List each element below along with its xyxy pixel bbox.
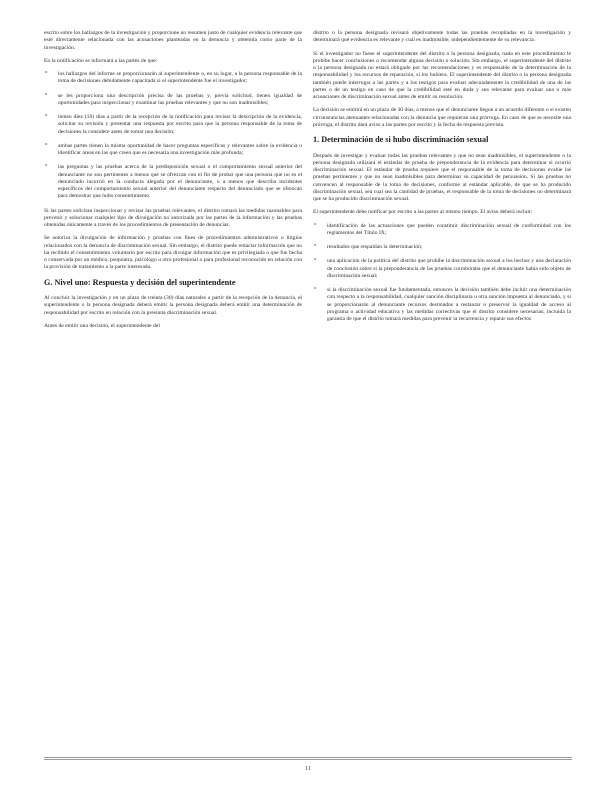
paragraph: Si el investigador no fuese el superintendente del distrito o la persona designada, nada en este procedimiento le prohíbe hacer conclusiones o recomendar alguna decisión o solución. Sin embargo, el superintendente del distrito o la persona designada no estará obligado por las recomendaciones y es responsable de la determinación de la responsabilidad y los recursos de reparación, si los hubiera. El superintendente del distrito o la persona designada también puede interrogar a las partes y a los testigos para evaluar adecuadamente la credibilidad de una de las partes o de un testigo en caso de que la credibilidad esté en duda y sea relevante para evaluar una o más acusaciones de discriminación sexual antes de emitir su resolución.	[313, 50, 571, 100]
paragraph: En la notificación se informará a las partes de que:	[44, 57, 158, 64]
page-number: 11	[305, 766, 311, 772]
paragraph: La decisión se emitirá en un plazo de 30 días, a menos que el denunciante llegue a un acuerdo diferente o si existen circunstancias atenuantes relacionadas con la denuncia que requieran una prórroga. En caso de que se necesite una prórroga, el distrito dará aviso a las partes por escrito y la fecha de respuesta prevista.	[313, 107, 571, 128]
paragraph: Antes de emitir una decisión, el superintendente del	[44, 322, 160, 329]
list-item: ° identificación de las actuaciones que pueden constituir discriminación sexual de conformidad con los reglamentos del Título IX;	[313, 223, 571, 238]
list-item: ° se les proporciona una descripción precisa de las pruebas y, previa solicitud, tienen igualdad de oportunidades para inspeccionar y examinar las pruebas relevantes y que no son inadmisibles;	[44, 93, 302, 108]
list-item: ° resultados que respaldan la determinación;	[313, 244, 571, 251]
paragraph: Al concluir la investigación y en un plazo de treinta (30) días naturales a partir de la recepción de la denuncia, el superintendente o la persona designada deberá emitir la persona designada deberá emitir una determinación de responsabilidad por escrito en relación con la presunta discriminación sexual.	[44, 295, 302, 316]
list-item: ° las preguntas y las pruebas acerca de la predisposición sexual o el comportamiento sexual anterior del denunciante no son pertinentes a menos que se ofrezcan con el fin de probar que una persona que no es el denunciado incurrió en la conducta alegada por el denunciante, o a menos que describa incidentes específicos del comportamiento sexual anterior del denunciante respecto del denunciado que se ofrezcan para demostrar que hubo consentimiento.	[44, 164, 302, 200]
section-heading: G. Nivel uno: Respuesta y decisión del superintendente	[44, 277, 236, 287]
left-column	[44, 30, 302, 336]
section-heading: 1. Determinación de si hubo discriminación sexual	[313, 135, 489, 144]
paragraph: escrito sobre los hallazgos de la investigación y proporcione un resumen justo de cualquier evidencia relevante que esté directamente relacionada con las acusaciones planteadas en la denuncia y obtenida como parte de la investigación.	[44, 30, 302, 51]
paragraph: distrito o la persona designada revisará objetivamente todas las pruebas recopiladas en la investigación y determinará qué evidencia es relevante y cuál es inadmisible, independientemente de su relevancia.	[313, 30, 571, 44]
list-item: ° los hallazgos del informe se proporcionarán al superintendente o, en su lugar, a la persona responsable de la toma de decisiones debidamente capacitada si el superintendente fue el investigador;	[44, 71, 302, 86]
paragraph: Se autoriza la divulgación de información y pruebas con fines de procedimientos administrativos o litigios relacionados con la denuncia de discriminación sexual. Sin embargo, el distrito puede redactar información que no ha recibido el consentimiento voluntario por escrito para divulgar información que es privilegiada o que fue hecha o conservada por un médico, psiquiatra, psicólogo u otro profesional o para profesional reconocido en relación con la provisión de tratamiento a la parte interesada.	[44, 235, 302, 271]
footer-rule	[44, 759, 572, 760]
footer-rule	[44, 757, 572, 758]
right-column	[313, 30, 571, 330]
list-item: ° si la discriminación sexual fue fundamentada, entonces la decisión también debe incluir una determinación con respecto a la responsabilidad, cualquier sanción disciplinaria u otra sanción impuesta al denunciado, y si se proporcionarán al denunciante recursos destinados a restaurar o preservar la igualdad de acceso al programa o actividad educativa y las medidas correctivas que el distrito considere necesarias, incluida la garantía de que el distrito tomará medidas para prevenir la recurrencia y reparar sus efectos	[313, 287, 571, 323]
list-item: ° una aplicación de la política del distrito que prohíbe la discriminación sexual a los hechos y una declaración de conclusión sobre si la preponderancia de las pruebas corroboraba que el denunciante había sido objeto de discriminación sexual;	[313, 258, 571, 280]
paragraph: Después de investigar y evaluar todas las pruebas relevantes y que no sean inadmisibles, el superintendente o la persona designada utilizará el estándar de prueba de preponderancia de la evidencia para determinar si ocurrió discriminación sexual. El estándar de prueba requiere que el responsable de la toma de decisiones evalúe las pruebas pertinentes y que no sean inadmisibles para determinar su capacidad de persuasión. Si las pruebas no convencen al responsable de la toma de decisiones, conforme al estándar aplicable, de que se ha producido discriminación sexual, sea cual sea la cantidad de pruebas, el responsable de la toma de decisiones no determinará que se ha producido discriminación sexual.	[313, 152, 571, 202]
paragraph: El superintendente debe notificar por escrito a las partes al mismo tiempo. El aviso deberá incluir:	[313, 209, 533, 216]
list-item: ° ambas partes tienen la misma oportunidad de hacer preguntas específicas y relevantes sobre la evidencia o identificar áreas en las que creen que es necesaria una investigación más profunda;	[44, 143, 302, 158]
paragraph: Si las partes solicitan inspeccionar y revisar las pruebas relevantes, el distrito tomará las medidas razonables para prevenir y solucionar cualquier tipo de divulgación no autorizada por las partes de la información y las pruebas obtenidas únicamente a través de los procedimientos de presentación de denuncias.	[44, 207, 302, 228]
list-item: ° tienen diez (10) días a partir de la recepción de la notificación para revisar la descripción de la evidencia, solicitar su revisión y presentar una respuesta por escrito para que la persona responsable de la toma de decisiones la considere antes de tomar una decisión;	[44, 114, 302, 136]
